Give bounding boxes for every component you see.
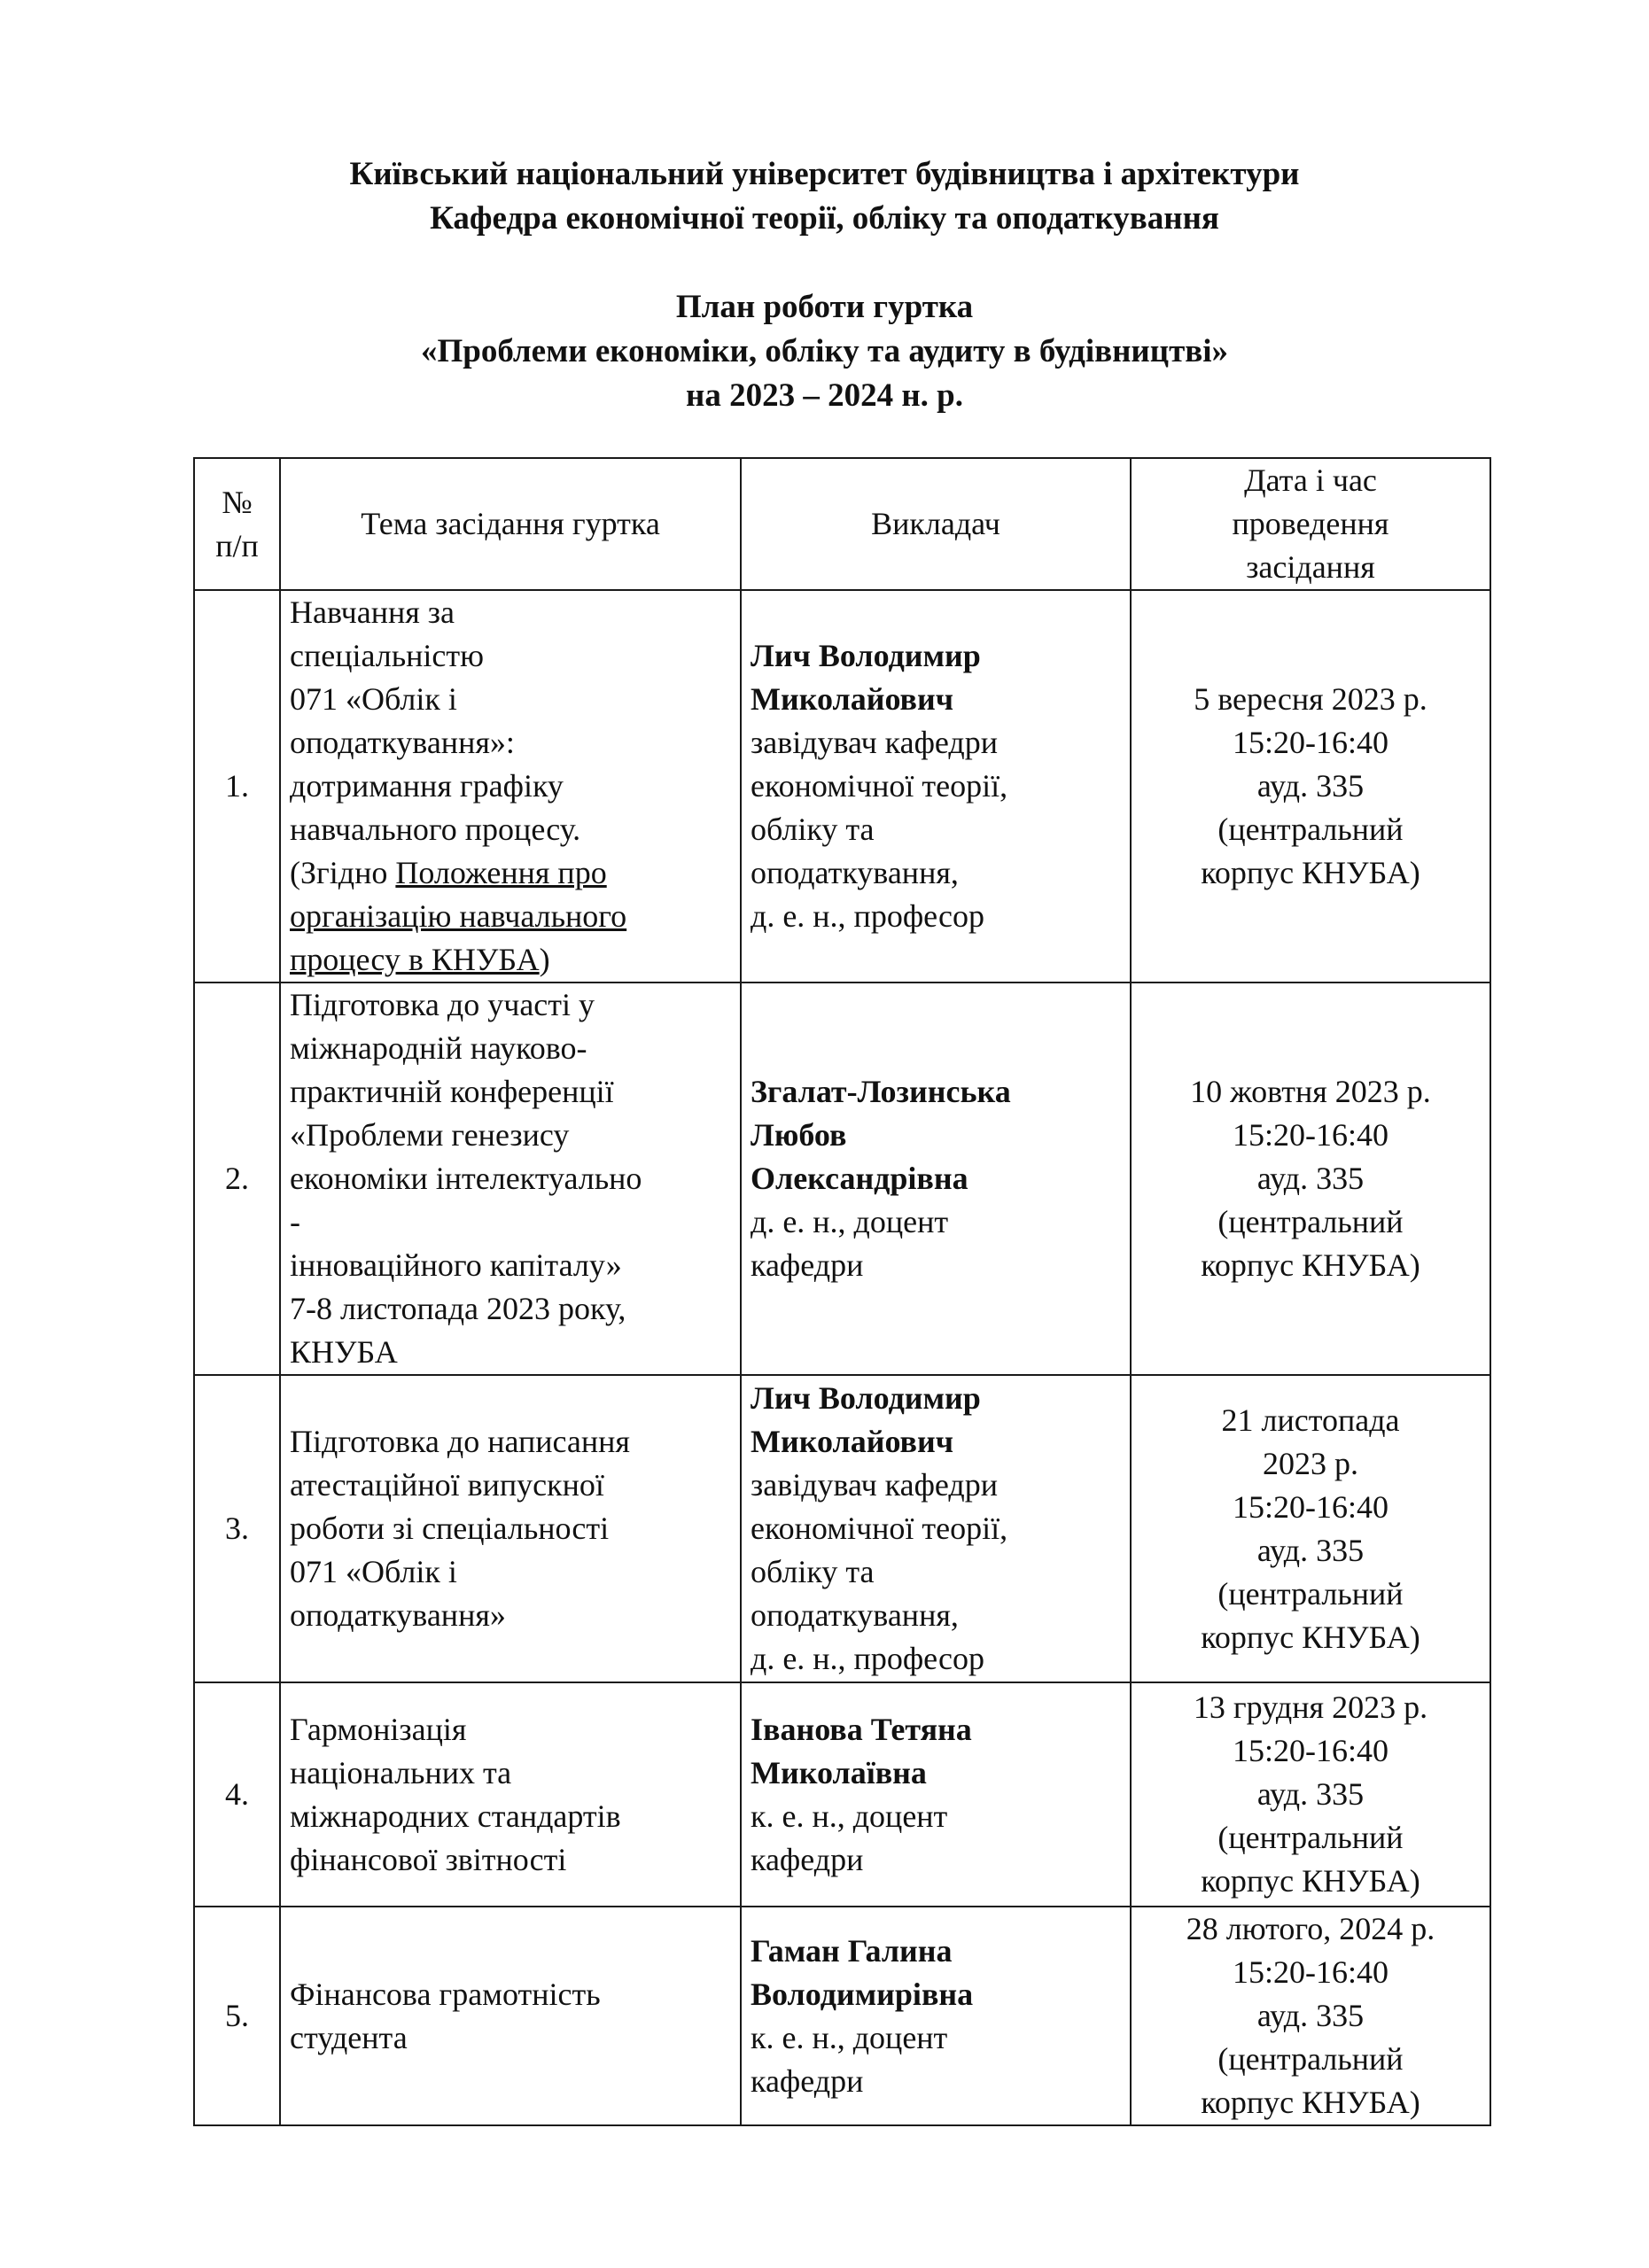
meeting-date: 10 жовтня 2023 р. <box>1190 1074 1431 1109</box>
plan-heading <box>0 285 1649 418</box>
num-symbol: № <box>222 484 253 520</box>
topic-line: Фінансова грамотність <box>290 1976 601 2012</box>
teacher-name: Олександрівна <box>751 1161 968 1196</box>
table-row <box>194 590 1490 983</box>
topic-line: міжнародних стандартів <box>290 1798 621 1834</box>
row-number: 3. <box>194 1375 280 1682</box>
topic-line: інноваційного капіталу» <box>290 1247 622 1283</box>
teacher-name: Лич Володимир <box>751 638 981 673</box>
topic-line: навчального процесу. <box>290 812 581 847</box>
row-number: 2. <box>194 983 280 1375</box>
teacher-name: Любов <box>751 1117 847 1153</box>
topic-line: 071 «Облік і <box>290 1554 457 1589</box>
topic-cell <box>280 590 741 983</box>
teacher-name: Гаман Галина <box>751 1932 953 1969</box>
topic-line: економіки інтелектуально <box>290 1161 642 1196</box>
regulation-link[interactable]: процесу в КНУБА <box>290 942 540 977</box>
table-row <box>194 1907 1490 2125</box>
table-row <box>194 1682 1490 1907</box>
date-cell <box>1131 590 1490 983</box>
topic-line: міжнародній науково- <box>290 1030 587 1066</box>
meeting-date: 21 листопада <box>1221 1402 1400 1438</box>
date-cell <box>1131 1907 1490 2125</box>
table-header-row <box>194 458 1490 590</box>
topic-line: національних та <box>290 1754 512 1790</box>
meeting-location: (центральний <box>1217 1575 1404 1612</box>
teacher-degree: к. е. н., доцент <box>751 1798 948 1834</box>
teacher-degree: д. е. н., доцент <box>751 1204 949 1239</box>
teacher-name: Миколайович <box>751 681 954 717</box>
meeting-time: 15:20-16:40 <box>1233 725 1388 760</box>
topic-line: 071 «Облік і <box>290 681 457 717</box>
academic-year: на 2023 – 2024 н. р. <box>686 377 963 414</box>
topic-line: Підготовка до написання <box>290 1424 630 1459</box>
meeting-location: (центральний <box>1217 2041 1404 2077</box>
topic-line: Навчання за <box>290 594 455 630</box>
teacher-position: оподаткування, <box>751 855 959 890</box>
topic-line: 7-8 листопада 2023 року, <box>290 1291 626 1326</box>
teacher-name: Миколайович <box>751 1424 954 1459</box>
topic-line: - <box>290 1204 300 1239</box>
topic-cell <box>280 1682 741 1907</box>
department-name: Кафедра економічної теорії, обліку та оподаткування <box>430 200 1219 237</box>
university-name: Київський національний університет будівництва і архітектури <box>349 156 1300 192</box>
topic-line: спеціальністю <box>290 638 485 673</box>
teacher-name: Лич Володимир <box>751 1380 981 1416</box>
teacher-name: Згалат-Лозинська <box>751 1074 1011 1109</box>
date-header-line: Дата і час <box>1244 462 1377 498</box>
date-header-line: проведення <box>1232 506 1389 541</box>
date-cell <box>1131 1375 1490 1682</box>
row-number: 5. <box>194 1907 280 2125</box>
table-row <box>194 983 1490 1375</box>
meeting-room: ауд. 335 <box>1256 1161 1365 1196</box>
meeting-room: ауд. 335 <box>1256 1532 1365 1568</box>
teacher-degree: д. е. н., професор <box>751 898 985 934</box>
meeting-location: корпус КНУБА) <box>1201 1619 1420 1655</box>
meeting-time: 15:20-16:40 <box>1233 1733 1388 1768</box>
date-cell <box>1131 983 1490 1375</box>
teacher-degree: д. е. н., професор <box>751 1641 985 1676</box>
plan-title: План роботи гуртка <box>675 289 974 325</box>
topic-line: Гармонізація <box>290 1711 467 1747</box>
topic-cell <box>280 1907 741 2125</box>
topic-line: практичній конференції <box>290 1074 614 1109</box>
meeting-room: ауд. 335 <box>1256 768 1365 804</box>
topic-line: студента <box>290 2019 408 2055</box>
date-cell <box>1131 1682 1490 1907</box>
regulation-link[interactable]: Положення про <box>395 855 607 890</box>
teacher-position: обліку та <box>751 1554 875 1589</box>
meetings-table <box>193 457 1491 2126</box>
meeting-location: корпус КНУБА) <box>1201 1863 1420 1899</box>
meeting-time: 15:20-16:40 <box>1233 1954 1388 1990</box>
teacher-cell <box>741 1907 1131 2125</box>
topic-line: Підготовка до участі у <box>290 987 595 1022</box>
topic-cell <box>280 1375 741 1682</box>
meeting-date: 2023 р. <box>1263 1445 1358 1481</box>
teacher-degree: к. е. н., доцент <box>751 2019 948 2055</box>
meeting-time: 15:20-16:40 <box>1233 1488 1388 1525</box>
teacher-cell <box>741 590 1131 983</box>
topic-text: (Згідно <box>290 855 396 890</box>
topic-cell <box>280 983 741 1375</box>
teacher-position: економічної теорії, <box>751 768 1008 804</box>
meeting-time: 15:20-16:40 <box>1233 1117 1388 1153</box>
topic-line <box>290 938 731 982</box>
meeting-room: ауд. 335 <box>1256 1776 1365 1812</box>
teacher-position: завідувач кафедри <box>751 1467 999 1503</box>
meeting-date: 5 вересня 2023 р. <box>1194 681 1427 717</box>
meeting-location: (центральний <box>1217 1820 1404 1855</box>
regulation-link[interactable]: організацію навчального <box>290 898 627 934</box>
row-number: 1. <box>194 590 280 983</box>
topic-line: оподаткування» <box>290 1597 506 1633</box>
teacher-cell <box>741 1682 1131 1907</box>
teacher-name: Іванова Тетяна <box>751 1711 972 1747</box>
teacher-position: обліку та <box>751 812 875 847</box>
meeting-location: корпус КНУБА) <box>1201 2085 1420 2120</box>
topic-text: ) <box>539 942 550 977</box>
teacher-position: завідувач кафедри <box>751 725 999 760</box>
topic-line: фінансової звітності <box>290 1841 567 1877</box>
column-header-date <box>1131 458 1490 590</box>
table-row <box>194 1375 1490 1682</box>
club-name: «Проблеми економіки, обліку та аудиту в будівництві» <box>420 333 1229 369</box>
teacher-position: кафедри <box>751 1841 864 1877</box>
date-header-line: засідання <box>1246 549 1375 585</box>
topic-line: оподаткування»: <box>290 725 515 760</box>
meeting-location: корпус КНУБА) <box>1201 1247 1420 1283</box>
topic-line: «Проблеми генезису <box>290 1117 570 1153</box>
topic-line: роботи зі спеціальності <box>290 1511 610 1546</box>
meeting-date: 28 лютого, 2024 р. <box>1186 1911 1435 1946</box>
teacher-name: Миколаївна <box>751 1754 927 1790</box>
meeting-location: (центральний <box>1217 812 1404 847</box>
teacher-cell <box>741 983 1131 1375</box>
topic-line <box>290 851 731 895</box>
column-header-teacher: Викладач <box>741 458 1131 590</box>
teacher-position: оподаткування, <box>751 1597 959 1633</box>
num-abbrev: п/п <box>215 527 259 563</box>
column-header-topic: Тема засідання гуртка <box>280 458 741 590</box>
meeting-room: ауд. 335 <box>1256 1998 1365 2033</box>
teacher-name: Володимирівна <box>751 1976 974 2012</box>
meeting-location: корпус КНУБА) <box>1201 855 1420 890</box>
topic-line: дотримання графіку <box>290 768 564 804</box>
teacher-position: економічної теорії, <box>751 1511 1008 1546</box>
meeting-location: (центральний <box>1217 1204 1404 1239</box>
column-header-number <box>194 458 280 590</box>
document-header <box>0 152 1649 241</box>
teacher-position: кафедри <box>751 2062 864 2099</box>
teacher-position: кафедри <box>751 1247 864 1283</box>
meeting-date: 13 грудня 2023 р. <box>1193 1689 1428 1725</box>
row-number: 4. <box>194 1682 280 1907</box>
teacher-cell <box>741 1375 1131 1682</box>
topic-line: КНУБА <box>290 1334 398 1370</box>
topic-line: атестаційної випускної <box>290 1467 604 1503</box>
